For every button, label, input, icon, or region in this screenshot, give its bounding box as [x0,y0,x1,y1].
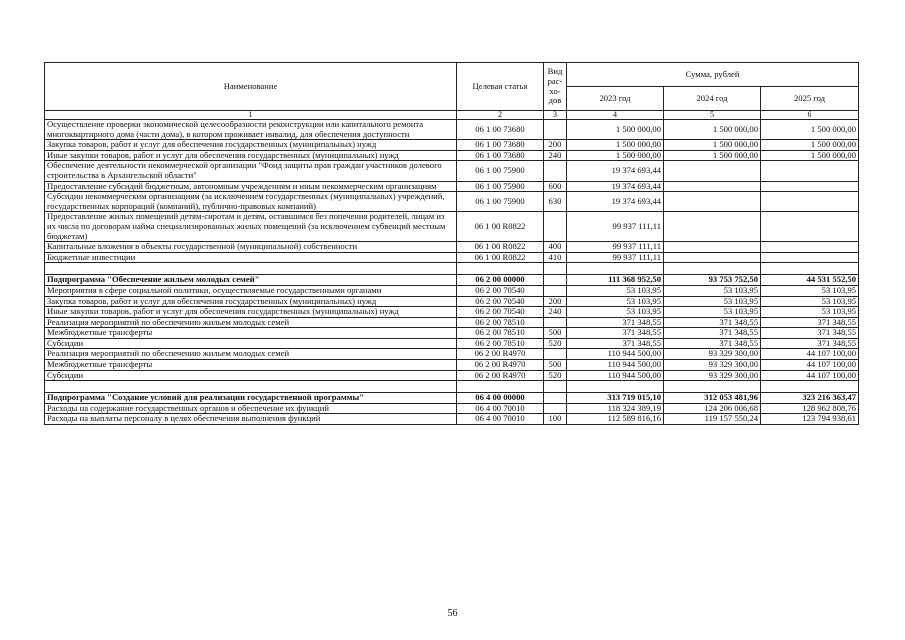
sum-2023-cell: 53 103,95 [567,307,664,318]
colnum-4: 4 [567,111,664,120]
sum-2025-cell [761,212,859,242]
table-row [45,328,859,339]
target-article-cell: 06 1 00 75900 [457,192,544,212]
empty-cell [457,263,544,275]
sum-2025-cell: 371 348,55 [761,338,859,349]
sum-2023-cell: 53 103,95 [567,296,664,307]
expense-type-cell [544,317,567,328]
blank-row [45,381,859,393]
expense-type-cell [544,161,567,181]
sum-2025-cell: 323 216 363,47 [761,393,859,404]
table-row [45,349,859,360]
sum-2023-cell: 53 103,95 [567,285,664,296]
table-row [45,140,859,151]
row-name: Межбюджетные трансферты [45,328,457,339]
sum-2023-cell: 112 589 816,16 [567,414,664,425]
expense-type-cell [544,393,567,404]
target-article-cell: 06 4 00 00000 [457,393,544,404]
table-row [45,275,859,286]
sum-2025-cell: 44 107 100,00 [761,370,859,381]
sum-2025-cell: 53 103,95 [761,307,859,318]
target-article-cell: 06 1 00 R0822 [457,242,544,253]
row-name: Субсидии некоммерческим организациям (за исключением государственных (муниципальных) учреждений, государственных корпораций (компаний), публично-правовых компаний) [45,192,457,212]
sum-2025-cell: 128 962 808,76 [761,403,859,414]
target-article-cell: 06 2 00 R4970 [457,349,544,360]
sum-2024-cell: 371 348,55 [664,317,761,328]
sum-2023-cell: 99 937 111,11 [567,252,664,263]
sum-2023-cell: 111 368 952,50 [567,275,664,286]
expense-type-cell: 520 [544,338,567,349]
table-row [45,150,859,161]
target-article-cell: 06 1 00 75900 [457,161,544,181]
header-year-2024: 2024 год [664,87,761,111]
header-sum: Сумма, рублей [567,63,859,87]
sum-2024-cell: 371 348,55 [664,338,761,349]
sum-2024-cell: 1 500 000,00 [664,150,761,161]
sum-2025-cell: 123 794 938,61 [761,414,859,425]
row-name: Обеспечение деятельности некоммерческой организации "Фонд защиты прав граждан участников долевого строительства в Архангельской области" [45,161,457,181]
row-name: Осуществление проверки экономической целесообразности реконструкции или капитального ремонта многоквартирного дома (части дома), в котором проживает инвалид, для обеспечения доступности [45,120,457,140]
expense-type-cell [544,285,567,296]
sum-2023-cell: 110 944 500,00 [567,370,664,381]
row-name: Подпрограмма "Создание условий для реализации государственной программы" [45,393,457,404]
target-article-cell: 06 2 00 70540 [457,307,544,318]
sum-2025-cell: 44 107 100,00 [761,349,859,360]
row-name: Межбюджетные трансферты [45,360,457,371]
sum-2024-cell: 93 329 300,00 [664,370,761,381]
row-name: Предоставление жилых помещений детям-сиротам и детям, оставшимся без попечения родителей, лицам из их числа по договорам найма специализированных жилых помещений (за исключением субвенций местным бюджетам) [45,212,457,242]
target-article-cell: 06 1 00 R0822 [457,252,544,263]
target-article-cell: 06 1 00 75900 [457,181,544,192]
empty-cell [544,263,567,275]
sum-2023-cell: 313 719 015,10 [567,393,664,404]
table-row [45,403,859,414]
expense-type-cell: 240 [544,307,567,318]
sum-2023-cell: 110 944 500,00 [567,349,664,360]
sum-2023-cell: 110 944 500,00 [567,360,664,371]
sum-2025-cell: 1 500 000,00 [761,150,859,161]
row-name: Расходы на выплаты персоналу в целях обеспечения выполнения функций [45,414,457,425]
target-article-cell: 06 4 00 70010 [457,403,544,414]
expense-type-cell: 200 [544,296,567,307]
expense-type-cell: 500 [544,328,567,339]
sum-2025-cell [761,242,859,253]
target-article-cell: 06 2 00 70540 [457,296,544,307]
sum-2024-cell: 53 103,95 [664,296,761,307]
row-name: Капитальные вложения в объекты государственной (муниципальной) собственности [45,242,457,253]
row-name: Субсидии [45,338,457,349]
row-name: Иные закупки товаров, работ и услуг для обеспечения государственных (муниципальных) нужд [45,150,457,161]
table-row [45,212,859,242]
colnum-3: 3 [544,111,567,120]
target-article-cell: 06 2 00 78510 [457,328,544,339]
expense-type-cell [544,403,567,414]
sum-2023-cell: 118 324 389,19 [567,403,664,414]
target-article-cell: 06 2 00 R4970 [457,360,544,371]
sum-2025-cell: 44 107 100,00 [761,360,859,371]
sum-2023-cell: 99 937 111,11 [567,242,664,253]
colnum-1: 1 [45,111,457,120]
sum-2024-cell [664,242,761,253]
table-row [45,360,859,371]
empty-cell [761,263,859,275]
sum-2024-cell: 53 103,95 [664,307,761,318]
table-row [45,317,859,328]
target-article-cell: 06 1 00 R0822 [457,212,544,242]
sum-2025-cell: 53 103,95 [761,285,859,296]
sum-2024-cell: 1 500 000,00 [664,120,761,140]
table-row [45,181,859,192]
sum-2025-cell [761,252,859,263]
row-name: Расходы на содержание государственных органов и обеспечение их функций [45,403,457,414]
row-name: Закупка товаров, работ и услуг для обеспечения государственных (муниципальных) нужд [45,296,457,307]
target-article-cell: 06 2 00 70540 [457,285,544,296]
sum-2025-cell: 1 500 000,00 [761,140,859,151]
expense-type-cell: 200 [544,140,567,151]
colnum-2: 2 [457,111,544,120]
expense-type-cell [544,120,567,140]
empty-cell [761,381,859,393]
expense-type-cell: 600 [544,181,567,192]
expense-type-cell: 400 [544,242,567,253]
table-row [45,307,859,318]
sum-2023-cell: 371 348,55 [567,328,664,339]
table-body [45,120,859,425]
row-name: Реализация мероприятий по обеспечению жильем молодых семей [45,317,457,328]
header-year-2023: 2023 год [567,87,664,111]
empty-cell [664,263,761,275]
empty-cell [457,381,544,393]
sum-2023-cell: 371 348,55 [567,338,664,349]
table-row [45,285,859,296]
empty-cell [45,381,457,393]
sum-2024-cell: 124 206 006,68 [664,403,761,414]
sum-2024-cell [664,192,761,212]
sum-2024-cell: 93 329 300,00 [664,360,761,371]
sum-2023-cell: 1 500 000,00 [567,140,664,151]
target-article-cell: 06 4 00 70010 [457,414,544,425]
expense-type-cell: 520 [544,370,567,381]
table-row [45,192,859,212]
sum-2023-cell: 371 348,55 [567,317,664,328]
table-row [45,414,859,425]
expense-type-cell [544,275,567,286]
target-article-cell: 06 2 00 78510 [457,317,544,328]
sum-2025-cell [761,192,859,212]
expense-type-cell: 240 [544,150,567,161]
sum-2025-cell: 371 348,55 [761,317,859,328]
header-year-2025: 2025 год [761,87,859,111]
empty-cell [567,381,664,393]
blank-row [45,263,859,275]
table-row [45,338,859,349]
target-article-cell: 06 2 00 78510 [457,338,544,349]
table-row [45,161,859,181]
row-name: Бюджетные инвестиции [45,252,457,263]
expense-type-cell: 410 [544,252,567,263]
sum-2023-cell: 1 500 000,00 [567,150,664,161]
sum-2025-cell: 371 348,55 [761,328,859,339]
page-number: 56 [447,608,458,619]
header-name: Наименование [45,63,457,111]
target-article-cell: 06 1 00 73680 [457,120,544,140]
sum-2023-cell: 19 374 693,44 [567,192,664,212]
row-name: Реализация мероприятий по обеспечению жильем молодых семей [45,349,457,360]
target-article-cell: 06 1 00 73680 [457,140,544,151]
sum-2025-cell: 44 531 552,50 [761,275,859,286]
sum-2025-cell [761,161,859,181]
sum-2024-cell [664,212,761,242]
target-article-cell: 06 2 00 R4970 [457,370,544,381]
colnum-6: 6 [761,111,859,120]
column-number-row [45,111,859,120]
row-name: Субсидии [45,370,457,381]
sum-2025-cell: 53 103,95 [761,296,859,307]
sum-2023-cell: 19 374 693,44 [567,181,664,192]
table-row [45,370,859,381]
target-article-cell: 06 2 00 00000 [457,275,544,286]
sum-2024-cell: 1 500 000,00 [664,140,761,151]
sum-2023-cell: 19 374 693,44 [567,161,664,181]
table-header [45,63,859,120]
sum-2023-cell: 1 500 000,00 [567,120,664,140]
sum-2025-cell [761,181,859,192]
table-row [45,393,859,404]
expense-type-cell: 630 [544,192,567,212]
table-row [45,296,859,307]
empty-cell [567,263,664,275]
target-article-cell: 06 1 00 73680 [457,150,544,161]
row-name: Мероприятия в сфере социальной политики, осуществляемые государственными органами [45,285,457,296]
expense-type-cell [544,212,567,242]
expense-type-cell: 100 [544,414,567,425]
sum-2024-cell: 119 157 550,24 [664,414,761,425]
sum-2024-cell: 93 753 752,50 [664,275,761,286]
sum-2024-cell: 371 348,55 [664,328,761,339]
empty-cell [544,381,567,393]
table-row [45,252,859,263]
sum-2024-cell [664,181,761,192]
table-row [45,242,859,253]
sum-2024-cell: 312 053 481,96 [664,393,761,404]
sum-2024-cell [664,161,761,181]
expense-type-cell [544,349,567,360]
sum-2024-cell [664,252,761,263]
expense-type-cell: 500 [544,360,567,371]
colnum-5: 5 [664,111,761,120]
row-name: Подпрограмма "Обеспечение жильем молодых семей" [45,275,457,286]
header-target-article: Целевая статья [457,63,544,111]
sum-2025-cell: 1 500 000,00 [761,120,859,140]
empty-cell [664,381,761,393]
sum-2023-cell: 99 937 111,11 [567,212,664,242]
table-row [45,120,859,140]
empty-cell [45,263,457,275]
budget-table [44,62,859,425]
row-name: Закупка товаров, работ и услуг для обеспечения государственных (муниципальных) нужд [45,140,457,151]
row-name: Иные закупки товаров, работ и услуг для обеспечения государственных (муниципальных) нужд [45,307,457,318]
sum-2024-cell: 53 103,95 [664,285,761,296]
header-expense-type: Вид рас-хо-дов [544,63,567,111]
row-name: Предоставление субсидий бюджетным, автономным учреждениям и иным некоммерческим организациям [45,181,457,192]
sum-2024-cell: 93 329 300,00 [664,349,761,360]
